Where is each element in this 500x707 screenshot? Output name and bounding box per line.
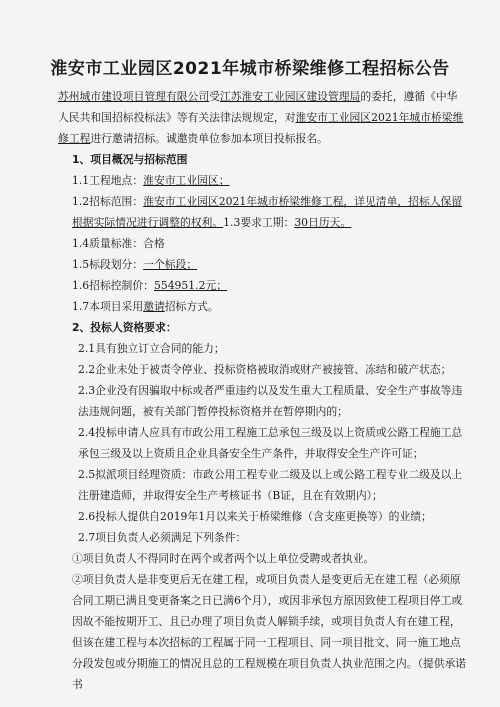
item-2-3: 2.3企业没有因骗取中标或者严重违约以及发生重大工程质量、安全生产事故等违法违规问题，被有关部门暂停投标资格并在暂停期内的； xyxy=(78,384,463,418)
item-tail-value: 30日历天。 xyxy=(294,216,352,229)
item-2-7: 2.7项目负责人必须满足下列条件： xyxy=(78,531,247,544)
item-1-7 xyxy=(58,296,468,317)
document-title: 淮安市工业园区2021年城市桥梁维修工程招标公告 xyxy=(50,59,450,79)
intro-part3: 进行邀请招标。诚邀贵单位参加本项目投标报名。 xyxy=(90,132,328,145)
item-value: 一个标段； xyxy=(143,258,198,271)
item-label: 1.2招标范围： xyxy=(72,195,144,208)
section2-heading: 2、投标人资格要求： xyxy=(72,321,177,334)
item-2-2: 2.2企业未处于被责令停业、投标资格被取消或财产被接管、冻结和破产状态； xyxy=(78,363,452,376)
project-name: 淮安市工业园区2021年城市桥梁维修工程 xyxy=(58,111,464,145)
owner-name: 江苏淮安工业园区建设管理局 xyxy=(219,90,361,103)
intro-part1: 受 xyxy=(209,90,220,103)
item-2-1: 2.1具有独立订立合同的能力； xyxy=(78,342,225,355)
item-value: 邀请 xyxy=(143,300,165,313)
item-2-6: 2.6投标人提供自2019年1月以来关于桥梁维修（含支座更换等）的业绩； xyxy=(78,510,432,523)
item-1-5 xyxy=(58,254,468,275)
item-tail: 招标方式。 xyxy=(164,300,219,313)
condition-1: ①项目负责人不得同时在两个或者两个以上单位受聘或者执业。 xyxy=(72,552,375,565)
intro-part2: 的委托，遵循《中华人民共和国招标投标法》等有关法律法规规定，对 xyxy=(58,90,458,124)
condition-2: ②项目负责人是非变更后无在建工程，或项目负责人是变更后无在建工程（必须原合同工期已满且变更备案之日已满6个月），或因非承包方原因致使工程项目停工或因故不能按期开工、且已办理了项目负责人解锁手续，或项目负责人有在建工程，但该在建工程与本次招标的工程属于同一工程项目、同一项目批文、同一施工地点分段发包或分期施工的情况且总的工程规模在项目负责人执业范围之内。（提供承诺书 xyxy=(72,573,467,691)
item-2-5: 2.5拟派项目经理资质：市政公用工程专业二级及以上或公路工程专业二级及以上注册建造师，并取得安全生产考核证书（B证，且在有效期内）； xyxy=(78,468,463,502)
document-body xyxy=(58,86,468,695)
item-value: 淮安市工业园区2021年城市桥梁维修工程，详见清单，招标人保留根据实际情况进行调整的权利。 xyxy=(72,195,463,229)
item-value: 淮安市工业园区； xyxy=(143,174,230,187)
item-label: 1.4质量标准： xyxy=(72,237,144,250)
item-label: 1.6招标控制价： xyxy=(72,279,154,292)
section1-heading: 1、项目概况与招标范围 xyxy=(72,153,188,166)
item-1-4 xyxy=(58,233,468,254)
agent-name: 苏州城市建设项目管理有限公司 xyxy=(58,90,210,103)
item-2-4: 2.4投标申请人应具有市政公用工程施工总承包三级及以上资质或公路工程施工总承包三级及以上资质且企业具备安全生产条件，并取得安全生产许可证； xyxy=(78,426,463,460)
intro-paragraph xyxy=(58,86,468,149)
item-label: 1.7本项目采用 xyxy=(72,300,144,313)
item-value: 合格 xyxy=(143,237,165,250)
item-1-2 xyxy=(58,191,468,233)
item-1-6 xyxy=(58,275,468,296)
item-1-1 xyxy=(58,170,468,191)
item-label: 1.5标段划分： xyxy=(72,258,144,271)
item-tail: 1.3要求工期： xyxy=(223,216,295,229)
item-value: 554951.2元； xyxy=(153,279,228,292)
item-label: 1.1工程地点： xyxy=(72,174,144,187)
